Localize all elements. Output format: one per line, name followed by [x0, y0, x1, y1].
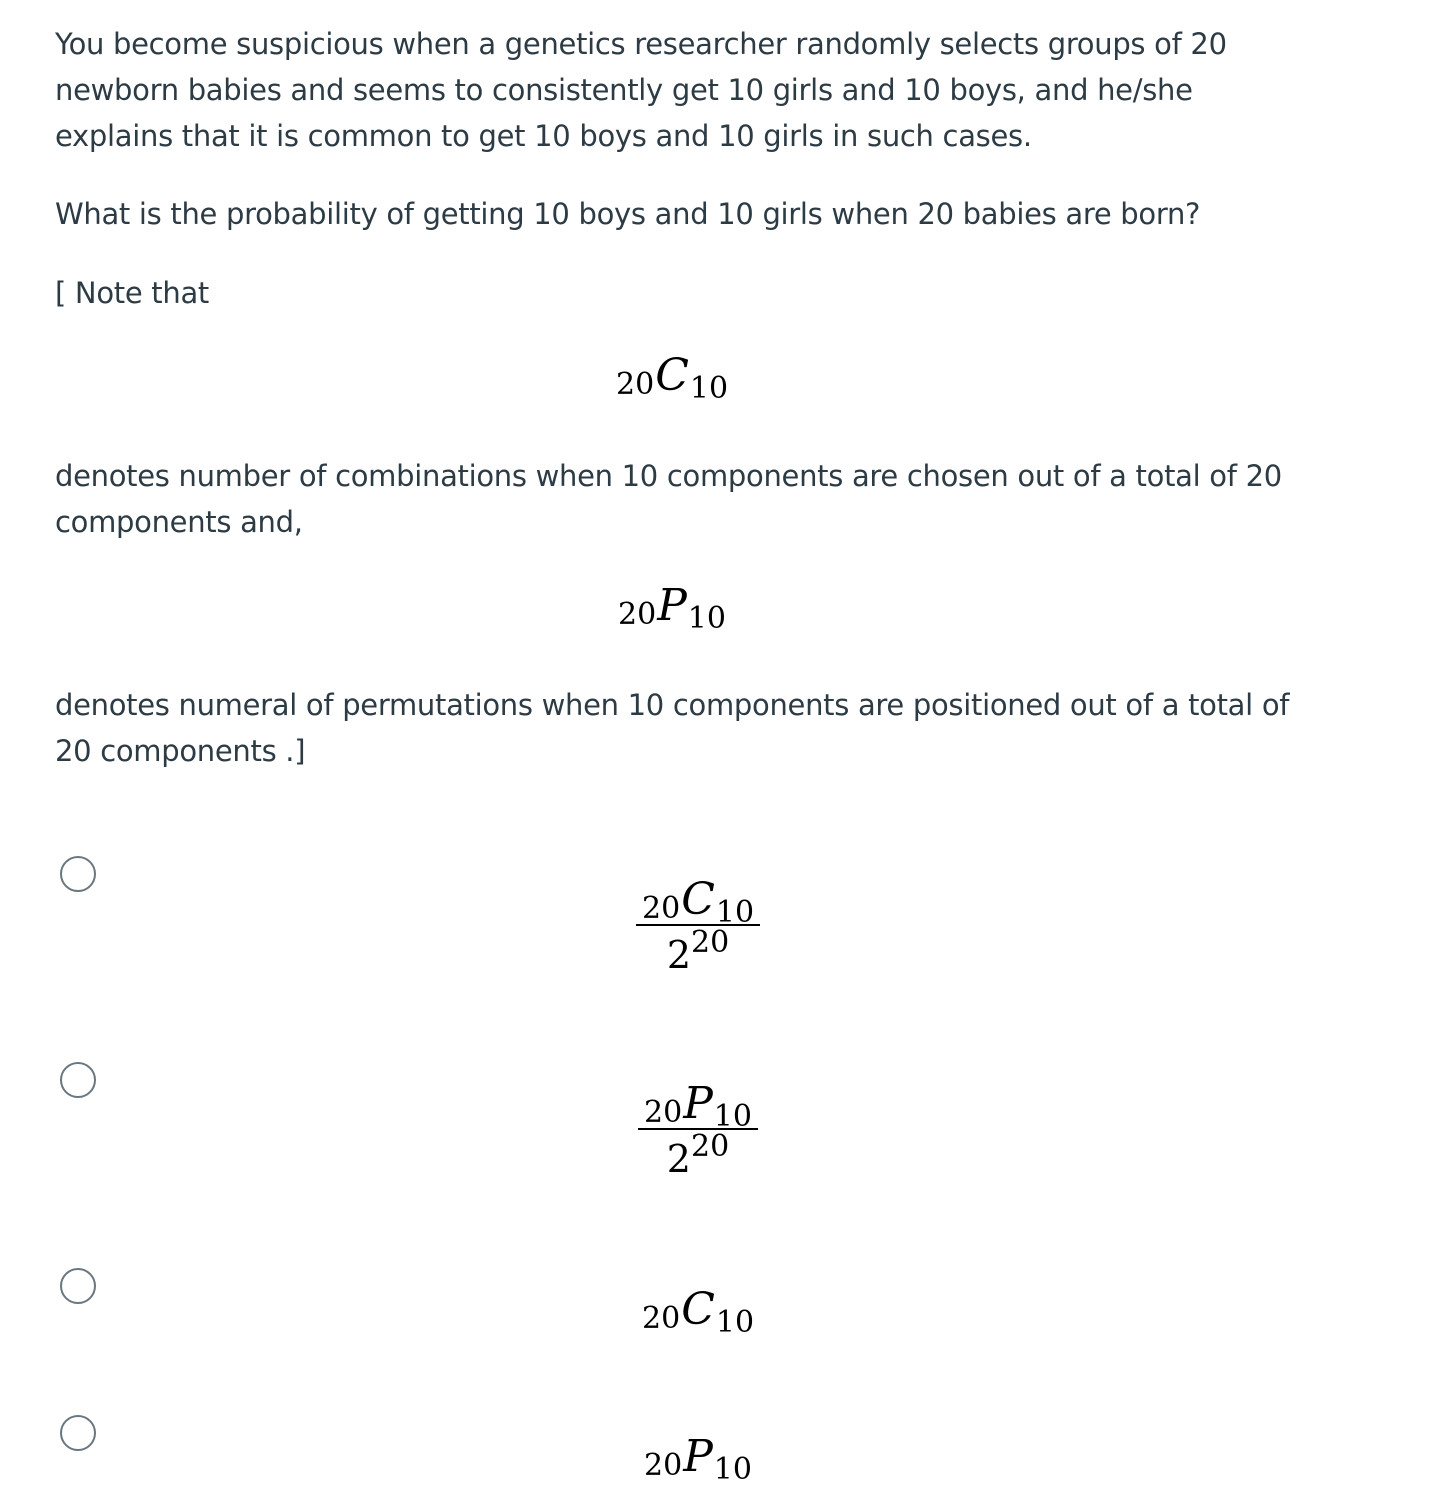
combination-k: 10	[689, 371, 729, 406]
option-1-expression	[636, 874, 760, 977]
option-1-denominator-exponent: 20	[691, 925, 730, 960]
option-2-radio[interactable]	[60, 1062, 96, 1098]
note-permutation-expression	[618, 580, 726, 636]
option-1-radio[interactable]	[60, 856, 96, 892]
option-1-n: 20	[642, 891, 681, 926]
option-3-k: 10	[715, 1305, 755, 1340]
option-2-denominator-exponent: 20	[690, 1129, 730, 1164]
question-intro: You become suspicious when a genetics researcher randomly selects groups of 20 newborn babies and seems to consistently get 10 girls and 10 boys, and he/she explains that it is common to get 10 boys and 10 girls in such cases.	[55, 27, 1227, 153]
option-4-expression	[644, 1431, 752, 1487]
option-4-k: 10	[713, 1452, 752, 1487]
option-3-expression	[642, 1284, 755, 1340]
option-1-denominator-base: 2	[666, 933, 692, 977]
option-3-n: 20	[642, 1301, 681, 1336]
permutation-symbol: P	[657, 580, 687, 631]
option-4-symbol: P	[683, 1431, 713, 1482]
option-1-symbol: C	[681, 874, 715, 925]
combination-description: denotes number of combinations when 10 components are chosen out of a total of 20 components and,	[55, 459, 1282, 539]
option-4-n: 20	[644, 1448, 683, 1483]
note-open: [ Note that	[55, 276, 209, 310]
option-4-radio[interactable]	[60, 1415, 96, 1451]
permutation-description: denotes numeral of permutations when 10 components are positioned out of a total of 20 components .]	[55, 688, 1290, 768]
option-1-k: 10	[715, 895, 755, 930]
option-2-expression	[638, 1078, 758, 1181]
option-2-n: 20	[644, 1095, 683, 1130]
permutation-n: 20	[618, 597, 657, 632]
combination-n: 20	[616, 367, 655, 402]
option-3-symbol: C	[681, 1284, 715, 1335]
note-combination-expression	[616, 350, 729, 406]
question-prompt: What is the probability of getting 10 boys and 10 girls when 20 babies are born?	[55, 197, 1201, 231]
combination-symbol: C	[655, 350, 689, 401]
permutation-k: 10	[687, 601, 726, 636]
option-2-denominator-base: 2	[666, 1137, 691, 1181]
option-2-symbol: P	[683, 1078, 713, 1129]
option-3-radio[interactable]	[60, 1268, 96, 1304]
option-2-k: 10	[713, 1099, 752, 1134]
